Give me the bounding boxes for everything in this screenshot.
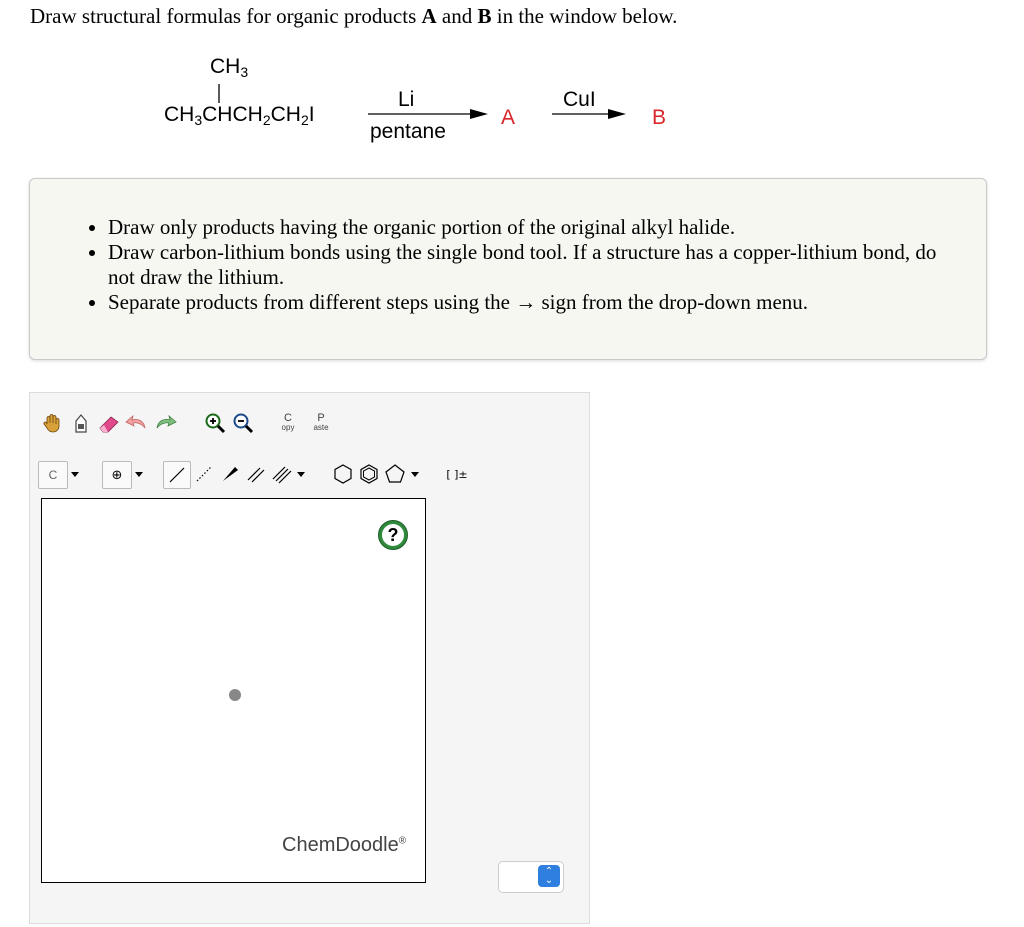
product-b-label: B bbox=[652, 106, 667, 129]
chevron-down-icon bbox=[71, 472, 79, 477]
hand-icon[interactable] bbox=[40, 410, 66, 436]
copy-button[interactable]: C opy bbox=[281, 412, 295, 432]
benzene-button[interactable] bbox=[356, 461, 382, 487]
hexagon-icon bbox=[332, 463, 354, 485]
reagent-cui: CuI bbox=[563, 88, 596, 111]
instruction-item: • Draw carbon-lithium bonds using the single bond tool. If a structure has a copper-lithium bond, do not draw the lithium. bbox=[108, 240, 948, 290]
triple-bond-button[interactable] bbox=[269, 461, 295, 487]
drawing-canvas[interactable] bbox=[41, 498, 426, 883]
arrow-selector[interactable] bbox=[498, 861, 564, 893]
double-bond-icon bbox=[246, 464, 266, 484]
hashed-bond-icon bbox=[194, 464, 214, 484]
bond-dropdown-button[interactable] bbox=[294, 461, 308, 487]
zoom-out-icon[interactable] bbox=[230, 410, 256, 436]
lasso-icon[interactable] bbox=[68, 410, 94, 436]
chevron-down-icon bbox=[135, 472, 143, 477]
pentagon-icon bbox=[384, 463, 406, 485]
single-bond-button[interactable] bbox=[163, 461, 191, 489]
instruction-item: • Draw only products having the organic portion of the original alkyl halide. bbox=[108, 215, 948, 240]
charge-button[interactable]: ⊕ bbox=[102, 461, 132, 489]
alkyl-halide: $CH_3CHCH_2CH_2I$ bbox=[164, 103, 315, 128]
spinner-updown-icon: ⌃ ⌄ bbox=[538, 865, 560, 887]
redo-icon[interactable] bbox=[152, 410, 178, 436]
ring-dropdown-button[interactable] bbox=[408, 461, 422, 487]
bracket-charge-button[interactable]: [ ]± bbox=[446, 467, 468, 481]
triple-bond-icon bbox=[272, 464, 292, 484]
canvas-cursor-dot bbox=[229, 689, 241, 701]
element-dropdown-button[interactable] bbox=[68, 461, 82, 487]
help-button[interactable]: ? bbox=[378, 520, 408, 550]
scheme-lines bbox=[0, 0, 1024, 170]
reagent-li: Li bbox=[398, 88, 415, 111]
undo-icon[interactable] bbox=[124, 410, 150, 436]
eraser-icon[interactable] bbox=[96, 410, 122, 436]
product-a-label: A bbox=[501, 106, 516, 129]
chemdoodle-logo: ChemDoodle® bbox=[282, 834, 407, 856]
reagent-pentane: pentane bbox=[370, 120, 446, 143]
chemdoodle-sketcher bbox=[29, 392, 590, 924]
cyclohexane-button[interactable] bbox=[330, 461, 356, 487]
chevron-down-icon bbox=[297, 472, 305, 477]
benzene-icon bbox=[358, 463, 380, 485]
single-bond-icon bbox=[167, 465, 187, 485]
element-selector-button[interactable]: C bbox=[38, 461, 68, 489]
charge-dropdown-button[interactable] bbox=[132, 461, 146, 487]
double-bond-button[interactable] bbox=[243, 461, 269, 487]
chevron-down-icon bbox=[411, 472, 419, 477]
wedge-bond-icon bbox=[220, 464, 240, 484]
zoom-in-icon[interactable] bbox=[202, 410, 228, 436]
wedge-bond-button[interactable] bbox=[217, 461, 243, 487]
question-text: Draw structural formulas for organic products A and B in the window below. bbox=[30, 4, 678, 28]
instructions-list bbox=[30, 215, 948, 315]
cyclopentane-button[interactable] bbox=[382, 461, 408, 487]
paste-button[interactable]: P aste bbox=[313, 412, 329, 432]
reaction-scheme bbox=[0, 0, 1024, 170]
dashed-bond-button[interactable] bbox=[191, 461, 217, 487]
instructions-box bbox=[29, 178, 987, 360]
instruction-item: • Separate products from different steps using the → sign from the drop-down menu. bbox=[108, 290, 948, 315]
branch-methyl: $CH_3$ bbox=[210, 55, 249, 80]
